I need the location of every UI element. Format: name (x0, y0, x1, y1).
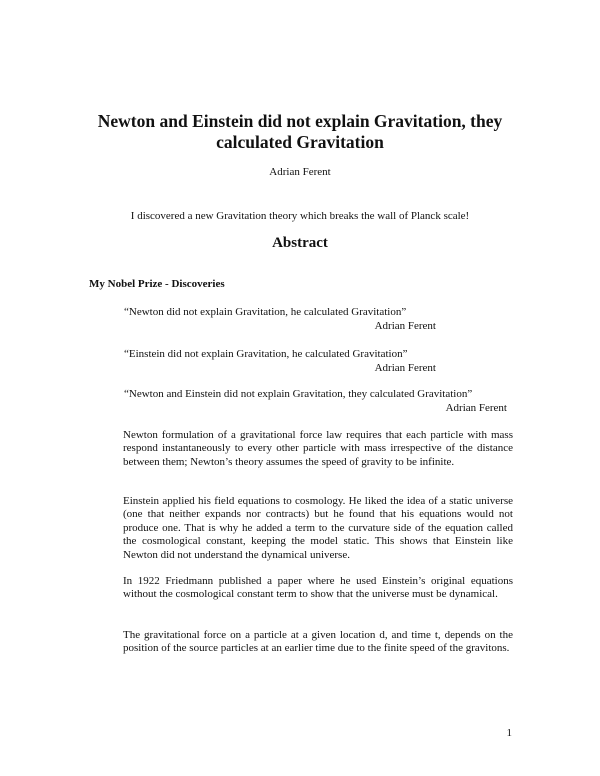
quote-text: “Einstein did not explain Gravitation, he calculated Gravitation” (124, 348, 408, 360)
quote-attribution: Adrian Ferent (374, 362, 436, 374)
quote-block (124, 387, 507, 415)
abstract-heading: Abstract (272, 235, 328, 251)
quote-block (124, 305, 436, 333)
tagline: I discovered a new Gravitation theory which breaks the wall of Planck scale! (130, 210, 470, 222)
paper-title: Newton and Einstein did not explain Gravitation, they calculated Gravitation (97, 111, 503, 152)
quote-attribution: Adrian Ferent (374, 320, 436, 332)
body-paragraph: Newton formulation of a gravitational force law requires that each particle with mass respond instantaneously to every other particle with mass irrespective of the distance between them; Newton’s theory assumes the speed of gravity to be infinite. (123, 429, 513, 468)
quote-block (124, 347, 436, 375)
body-paragraph: In 1922 Friedmann published a paper where he used Einstein’s original equations without the cosmological constant term to show that the universe must be dynamical. (123, 575, 513, 601)
author-name: Adrian Ferent (269, 166, 331, 178)
quote-text: “Newton and Einstein did not explain Gravitation, they calculated Gravitation” (124, 388, 473, 400)
page-number: 1 (506, 727, 512, 739)
body-paragraph: Einstein applied his field equations to cosmology. He liked the idea of a static universe (one that neither expands nor contracts) but he found that his equations would not produce one. That is why he added a term to the curvature side of the equation called the cosmological constant, keeping the model static. This shows that Einstein like Newton did not understand the dynamical universe. (123, 495, 513, 561)
quote-text: “Newton did not explain Gravitation, he calculated Gravitation” (124, 306, 407, 318)
section-heading: My Nobel Prize - Discoveries (89, 278, 225, 290)
quote-attribution: Adrian Ferent (445, 402, 507, 414)
body-paragraph: The gravitational force on a particle at a given location d, and time t, depends on the position of the source particles at an earlier time due to the finite speed of the gravitons. (123, 629, 513, 655)
